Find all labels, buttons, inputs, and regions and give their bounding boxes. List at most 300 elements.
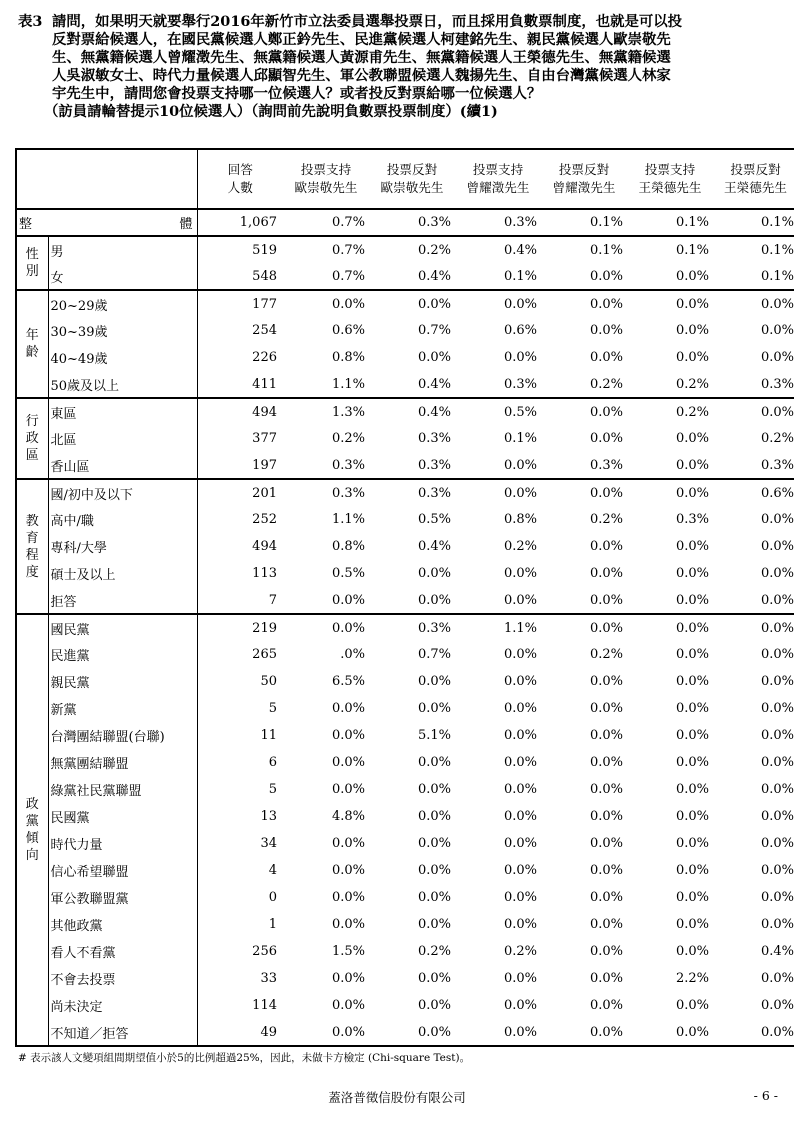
- cell-value: 0.0%: [503, 890, 537, 905]
- total-n: 1,067: [197, 209, 283, 236]
- cell-value: 0.3%: [417, 457, 451, 473]
- cell-value: 0.0%: [541, 614, 627, 641]
- footnote: # 表示該人文變項組間期望值小於5的比例超過25%，因此，未做卡方檢定 (Chi-square Test)。: [18, 1052, 471, 1064]
- cell-value: 0.0%: [760, 836, 794, 851]
- cell-value: 0.7%: [331, 268, 365, 284]
- table-row: [16, 425, 794, 452]
- row-n: 11: [260, 728, 277, 743]
- row-n: 411: [252, 376, 277, 392]
- cell-value: 0.0%: [675, 323, 709, 338]
- cell-value: 0.0%: [589, 323, 623, 338]
- group-label: [16, 479, 48, 614]
- cell-value: 0.0%: [417, 863, 451, 878]
- row-label: 信心希望聯盟: [48, 857, 197, 884]
- cell-value: 0.0%: [455, 479, 541, 506]
- row-n: 7: [268, 592, 277, 608]
- cell-value: 0.0%: [417, 836, 451, 851]
- cell-value: 0.5%: [417, 512, 451, 527]
- cell-value: 0.0%: [760, 728, 794, 743]
- cell-value: 0.1%: [713, 236, 794, 263]
- cell-value: 0.2%: [675, 376, 709, 392]
- group-section: [16, 398, 794, 479]
- cell-value: 0.0%: [589, 782, 623, 797]
- row-n: 265: [252, 647, 277, 662]
- cell-value: 0.2%: [627, 398, 713, 425]
- cell-value: 0.3%: [369, 614, 455, 641]
- header-col-3: 投票支持 曾耀澂先生: [455, 149, 541, 209]
- total-label: 整 體: [16, 209, 197, 236]
- group-label-char: 行: [25, 414, 39, 429]
- cell-value: 0.0%: [675, 728, 709, 743]
- table-row: [16, 884, 794, 911]
- cell-value: 0.0%: [503, 836, 537, 851]
- cell-value: 0.0%: [760, 971, 794, 986]
- cell-value: 0.0%: [589, 809, 623, 824]
- cell-value: 0.0%: [589, 1024, 623, 1040]
- row-n: 33: [260, 971, 277, 986]
- cell-value: 0.0%: [589, 836, 623, 851]
- cell-value: 0.0%: [675, 350, 709, 365]
- cell-value: 0.0%: [675, 431, 709, 446]
- group-label-char: 齡: [25, 345, 39, 360]
- cell-value: 0.0%: [331, 863, 365, 878]
- cell-value: 0.0%: [503, 701, 537, 716]
- row-label: 不知道／拒答: [48, 1019, 197, 1046]
- cell-value: 0.2%: [369, 236, 455, 263]
- row-n: 226: [252, 350, 277, 365]
- row-n: 177: [197, 290, 283, 317]
- row-n: 219: [197, 614, 283, 641]
- cell-value: 0.4%: [760, 944, 794, 959]
- cell-value: 0.0%: [331, 917, 365, 932]
- cell-value: 0.0%: [503, 863, 537, 878]
- table-row: [16, 371, 794, 398]
- cell-value: 0.2%: [331, 431, 365, 446]
- table-row: [16, 317, 794, 344]
- cell-value: 4.8%: [331, 809, 365, 824]
- title-subtitle: （訪員請輪替提示10位候選人）（詢問前先說明負數票投票制度）(續1): [44, 103, 498, 120]
- cell-value: 0.0%: [627, 290, 713, 317]
- cell-value: 0.0%: [675, 566, 709, 581]
- cell-value: 0.0%: [503, 728, 537, 743]
- group-label-char: 年: [25, 328, 39, 343]
- cell-value: 0.0%: [541, 398, 627, 425]
- cell-value: 0.0%: [503, 647, 537, 662]
- table-row: [16, 398, 794, 425]
- group-label-char: 黨: [25, 814, 39, 829]
- cell-value: 0.2%: [503, 944, 537, 959]
- row-n: 254: [252, 323, 277, 338]
- table-row: [16, 236, 794, 263]
- cell-value: 0.2%: [589, 512, 623, 527]
- cell-value: 0.6%: [503, 323, 537, 338]
- cell-value: 0.0%: [760, 539, 794, 554]
- cell-value: 0.0%: [713, 290, 794, 317]
- row-n: 494: [252, 539, 277, 554]
- group-label-char: 教: [25, 513, 39, 529]
- row-label: 民國黨: [48, 803, 197, 830]
- cell-value: 0.0%: [675, 890, 709, 905]
- cell-value: 0.0%: [760, 647, 794, 662]
- table-row: [16, 776, 794, 803]
- row-n: 50: [260, 674, 277, 689]
- cell-value: 0.0%: [675, 755, 709, 770]
- total-value: 0.3%: [455, 209, 541, 236]
- cell-value: 0.0%: [589, 890, 623, 905]
- row-n: 197: [252, 457, 277, 473]
- table-row: [16, 857, 794, 884]
- cell-value: 0.0%: [760, 863, 794, 878]
- total-value: 0.3%: [369, 209, 455, 236]
- row-label: 香山區: [48, 452, 197, 479]
- table-row: [16, 938, 794, 965]
- cell-value: 0.5%: [331, 566, 365, 581]
- cell-value: 0.4%: [417, 376, 451, 392]
- cell-value: 0.0%: [675, 674, 709, 689]
- row-label: 50歲及以上: [48, 371, 197, 398]
- cell-value: 0.0%: [675, 647, 709, 662]
- table-row: [16, 722, 794, 749]
- cell-value: 0.0%: [760, 566, 794, 581]
- cell-value: 2.2%: [675, 971, 709, 986]
- cell-value: 0.0%: [675, 592, 709, 608]
- group-label-char: 政: [25, 431, 39, 446]
- table-row: [16, 614, 794, 641]
- cell-value: 0.0%: [760, 592, 794, 608]
- group-label-char: 傾: [25, 831, 39, 846]
- header-col-4: 投票反對 曾耀澂先生: [541, 149, 627, 209]
- header-col-2: 投票反對 歐崇敬先生: [369, 149, 455, 209]
- row-n: 256: [252, 944, 277, 959]
- cell-value: 0.1%: [503, 268, 537, 284]
- cell-value: 0.0%: [589, 944, 623, 959]
- cell-value: 0.7%: [417, 647, 451, 662]
- group-section: [16, 614, 794, 1046]
- cell-value: 0.0%: [541, 479, 627, 506]
- table-row: [16, 344, 794, 371]
- cell-value: 1.1%: [331, 376, 365, 392]
- row-label: 台灣團結聯盟(台聯): [48, 722, 197, 749]
- cell-value: 0.0%: [589, 863, 623, 878]
- row-label: 國/初中及以下: [48, 479, 197, 506]
- row-label: 高中/職: [48, 506, 197, 533]
- cell-value: 0.0%: [589, 350, 623, 365]
- row-label: 軍公教聯盟黨: [48, 884, 197, 911]
- cell-value: 0.0%: [503, 971, 537, 986]
- table-row: [16, 506, 794, 533]
- cell-value: 0.0%: [417, 701, 451, 716]
- cell-value: .0%: [340, 647, 365, 662]
- cell-value: 0.0%: [589, 701, 623, 716]
- cell-value: 0.0%: [589, 998, 623, 1013]
- table-row: [16, 965, 794, 992]
- group-label-char: 度: [25, 564, 39, 580]
- cell-value: 1.5%: [331, 944, 365, 959]
- table-row: [16, 668, 794, 695]
- total-value: 0.7%: [283, 209, 369, 236]
- cell-value: 0.0%: [760, 782, 794, 797]
- header-col-5: 投票支持 王榮德先生: [627, 149, 713, 209]
- cell-value: 0.4%: [417, 268, 451, 284]
- cell-value: 0.2%: [589, 647, 623, 662]
- total-row: [16, 209, 794, 236]
- cell-value: 0.0%: [760, 917, 794, 932]
- cell-value: 0.0%: [675, 863, 709, 878]
- group-label-char: 區: [25, 448, 39, 463]
- cell-value: 0.0%: [589, 755, 623, 770]
- row-n: 113: [252, 566, 277, 581]
- cell-value: 0.0%: [589, 971, 623, 986]
- cell-value: 0.0%: [760, 512, 794, 527]
- cell-value: 0.0%: [675, 268, 709, 284]
- cell-value: 0.0%: [417, 971, 451, 986]
- header-respondents: 回答 人數: [197, 149, 283, 209]
- cell-value: 0.0%: [760, 1024, 794, 1040]
- cell-value: 0.0%: [713, 398, 794, 425]
- cell-value: 0.0%: [503, 809, 537, 824]
- row-label: 東區: [48, 398, 197, 425]
- cell-value: 0.0%: [331, 890, 365, 905]
- row-label: 親民黨: [48, 668, 197, 695]
- row-n: 201: [197, 479, 283, 506]
- cell-value: 0.6%: [713, 479, 794, 506]
- row-n: 5: [268, 782, 277, 797]
- table-row: [16, 992, 794, 1019]
- row-label: 30~39歲: [48, 317, 197, 344]
- cell-value: 0.0%: [760, 674, 794, 689]
- cell-value: 0.0%: [503, 917, 537, 932]
- row-label: 無黨團結聯盟: [48, 749, 197, 776]
- cell-value: 0.0%: [417, 592, 451, 608]
- cell-value: 0.0%: [589, 268, 623, 284]
- cell-value: 0.0%: [503, 782, 537, 797]
- table-row: [16, 290, 794, 317]
- table-row: [16, 533, 794, 560]
- cell-value: 0.0%: [675, 809, 709, 824]
- cell-value: 0.0%: [675, 701, 709, 716]
- cell-value: 0.0%: [675, 998, 709, 1013]
- table-row: [16, 695, 794, 722]
- group-label-char: 政: [25, 797, 39, 812]
- cell-value: 0.0%: [541, 290, 627, 317]
- row-label: 專科/大學: [48, 533, 197, 560]
- cell-value: 0.0%: [283, 614, 369, 641]
- row-label: 尚未決定: [48, 992, 197, 1019]
- header-col-1: 投票支持 歐崇敬先生: [283, 149, 369, 209]
- cell-value: 0.0%: [369, 290, 455, 317]
- table-row: [16, 479, 794, 506]
- cell-value: 0.0%: [675, 457, 709, 473]
- cell-value: 0.0%: [417, 755, 451, 770]
- table-row: [16, 911, 794, 938]
- cell-value: 5.1%: [417, 728, 451, 743]
- cell-value: 0.0%: [589, 592, 623, 608]
- cell-value: 0.0%: [760, 890, 794, 905]
- table-row: [16, 452, 794, 479]
- cell-value: 0.4%: [417, 539, 451, 554]
- table-row: [16, 1019, 794, 1046]
- group-label-char: 向: [25, 848, 39, 863]
- row-n: 252: [252, 512, 277, 527]
- group-section: [16, 236, 794, 290]
- cell-value: 0.0%: [455, 290, 541, 317]
- cell-value: 0.0%: [503, 457, 537, 473]
- row-label: 看人不看黨: [48, 938, 197, 965]
- row-label: 拒答: [48, 587, 197, 614]
- cell-value: 0.0%: [713, 614, 794, 641]
- cell-value: 0.0%: [760, 350, 794, 365]
- group-label: [16, 614, 48, 1046]
- cell-value: 0.4%: [369, 398, 455, 425]
- title-line-3: 生、無黨籍候選人曾耀澂先生、無黨籍候選人黃源甫先生、無黨籍候選人王榮德先生、無黨籍候選: [52, 49, 671, 66]
- cell-value: 0.3%: [417, 431, 451, 446]
- cell-value: 0.0%: [503, 350, 537, 365]
- row-label: 國民黨: [48, 614, 197, 641]
- cell-value: 0.0%: [417, 998, 451, 1013]
- table-row: [16, 263, 794, 290]
- cell-value: 0.4%: [455, 236, 541, 263]
- cell-value: 0.3%: [760, 457, 794, 473]
- cell-value: 0.0%: [331, 755, 365, 770]
- cell-value: 0.0%: [760, 809, 794, 824]
- cell-value: 0.2%: [503, 539, 537, 554]
- cell-value: 0.0%: [675, 782, 709, 797]
- cell-value: 0.0%: [675, 836, 709, 851]
- row-label: 新黨: [48, 695, 197, 722]
- group-section: [16, 290, 794, 398]
- table-row: [16, 560, 794, 587]
- total-section: [16, 209, 794, 236]
- cell-value: 0.0%: [417, 566, 451, 581]
- row-n: 519: [197, 236, 283, 263]
- table-row: [16, 803, 794, 830]
- cell-value: 0.0%: [503, 998, 537, 1013]
- page-number: - 6 -: [753, 1088, 778, 1103]
- table-row: [16, 587, 794, 614]
- header-col-6: 投票反對 王榮德先生: [713, 149, 794, 209]
- cell-value: 0.0%: [675, 1024, 709, 1040]
- cell-value: 0.0%: [675, 944, 709, 959]
- table-row: [16, 749, 794, 776]
- table-number: 表3: [18, 13, 43, 30]
- row-label: 20~29歲: [48, 290, 197, 317]
- cell-value: 0.1%: [627, 236, 713, 263]
- cell-value: 0.0%: [503, 566, 537, 581]
- cell-value: 0.0%: [283, 290, 369, 317]
- table-title: [18, 13, 778, 121]
- total-value: 0.1%: [627, 209, 713, 236]
- cell-value: 0.2%: [760, 431, 794, 446]
- cell-value: 6.5%: [331, 674, 365, 689]
- cell-value: 0.0%: [503, 1024, 537, 1040]
- cell-value: 0.0%: [627, 479, 713, 506]
- cell-value: 0.6%: [331, 323, 365, 338]
- cell-value: 0.3%: [503, 376, 537, 392]
- cell-value: 0.2%: [589, 376, 623, 392]
- row-label: 其他政黨: [48, 911, 197, 938]
- row-n: 1: [268, 917, 277, 932]
- cell-value: 0.1%: [503, 431, 537, 446]
- cell-value: 0.3%: [589, 457, 623, 473]
- title-line-4: 人吳淑敏女士、時代力量候選人邱顯智先生、軍公教聯盟候選人魏揚先生、自由台灣黨候選人林家: [52, 67, 671, 84]
- cell-value: 0.0%: [331, 728, 365, 743]
- cell-value: 0.1%: [760, 268, 794, 284]
- row-label: 不會去投票: [48, 965, 197, 992]
- cell-value: 0.0%: [589, 539, 623, 554]
- total-value: 0.1%: [713, 209, 794, 236]
- cell-value: 0.0%: [417, 1024, 451, 1040]
- cell-value: 0.0%: [675, 539, 709, 554]
- cell-value: 0.0%: [675, 917, 709, 932]
- group-section: [16, 479, 794, 614]
- cell-value: 0.0%: [331, 592, 365, 608]
- row-n: 6: [268, 755, 277, 770]
- cell-value: 0.0%: [589, 917, 623, 932]
- row-label: 時代力量: [48, 830, 197, 857]
- cell-value: 0.1%: [541, 236, 627, 263]
- row-label: 民進黨: [48, 641, 197, 668]
- cell-value: 0.7%: [417, 323, 451, 338]
- cell-value: 0.3%: [283, 479, 369, 506]
- cell-value: 0.0%: [589, 431, 623, 446]
- row-label: 40~49歲: [48, 344, 197, 371]
- table-header: [16, 149, 794, 209]
- cell-value: 0.0%: [589, 674, 623, 689]
- cell-value: 0.8%: [331, 539, 365, 554]
- row-n: 5: [268, 701, 277, 716]
- cell-value: 0.3%: [331, 457, 365, 473]
- table-row: [16, 641, 794, 668]
- group-label: [16, 236, 48, 290]
- row-n: 548: [252, 268, 277, 284]
- cell-value: 0.0%: [503, 755, 537, 770]
- cell-value: 0.0%: [331, 836, 365, 851]
- cell-value: 0.0%: [503, 674, 537, 689]
- cell-value: 0.0%: [417, 782, 451, 797]
- cell-value: 0.0%: [760, 998, 794, 1013]
- cell-value: 0.0%: [331, 1024, 365, 1040]
- title-line-1: 表3 請問，如果明天就要舉行2016年新竹市立法委員選舉投票日，而且採用負數票制度，也就是可以投: [18, 13, 683, 30]
- row-label: 北區: [48, 425, 197, 452]
- row-n: 0: [268, 890, 277, 905]
- cell-value: 0.2%: [417, 944, 451, 959]
- row-n: 49: [260, 1024, 277, 1040]
- group-label-char: 程: [25, 547, 39, 563]
- cell-value: 0.8%: [503, 512, 537, 527]
- cell-value: 0.0%: [331, 701, 365, 716]
- cell-value: 1.1%: [331, 512, 365, 527]
- group-label-char: 性: [25, 247, 39, 262]
- cell-value: 0.0%: [417, 809, 451, 824]
- table-row: [16, 830, 794, 857]
- cell-value: 0.0%: [760, 701, 794, 716]
- cell-value: 0.3%: [369, 479, 455, 506]
- cell-value: 1.1%: [455, 614, 541, 641]
- cell-value: 0.0%: [417, 674, 451, 689]
- row-label: 碩士及以上: [48, 560, 197, 587]
- row-label: 綠黨社民黨聯盟: [48, 776, 197, 803]
- cell-value: 0.0%: [760, 755, 794, 770]
- row-n: 377: [252, 431, 277, 446]
- cell-value: 1.3%: [283, 398, 369, 425]
- cell-value: 0.7%: [283, 236, 369, 263]
- title-line-5: 宇先生中，請問您會投票支持哪一位候選人？或者投反對票給哪一位候選人？: [52, 85, 542, 102]
- group-label-char: 別: [25, 264, 39, 279]
- group-label-char: 育: [25, 530, 39, 546]
- row-n: 4: [268, 863, 277, 878]
- cell-value: 0.0%: [331, 998, 365, 1013]
- company-name: 蓋洛普徵信股份有限公司: [328, 1090, 466, 1105]
